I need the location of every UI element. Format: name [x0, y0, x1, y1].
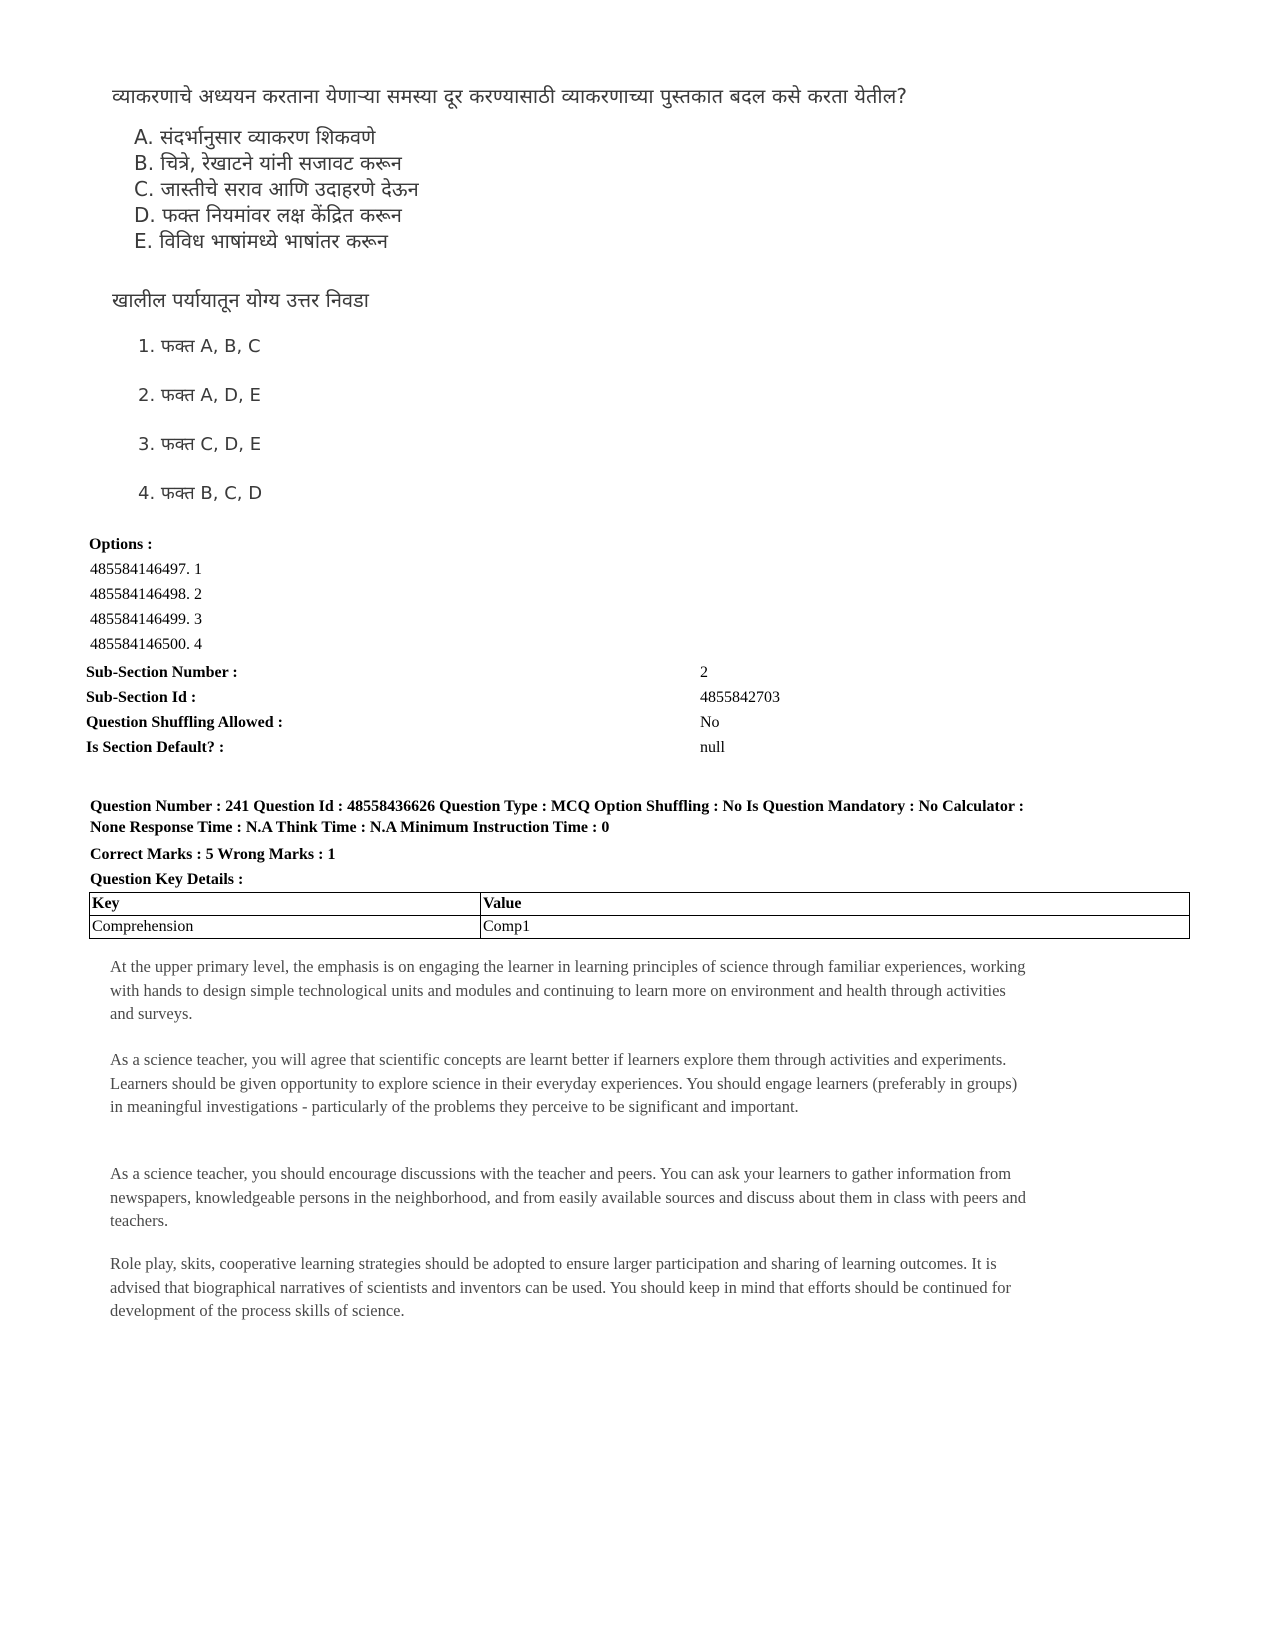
- table-header-row: [90, 893, 1190, 916]
- passage-text-3: As a science teacher, you should encourage discussions with the teacher and peers. You can ask your learners to gather information from newspapers, knowledgeable persons in the neighborhood, and from easily available sources and discuss about them in class with peers and teachers.: [110, 1164, 1026, 1230]
- passage-paragraph-1: [110, 955, 1030, 1026]
- question-shuffling-label: Question Shuffling Allowed :: [86, 714, 283, 731]
- question-key-table: [89, 892, 1190, 939]
- question-info: [90, 796, 1190, 838]
- table-cell-value: Comp1: [481, 916, 1190, 939]
- answer-choice-3: 3. फक्त C, D, E: [138, 434, 262, 455]
- subsection-id-value: 4855842703: [700, 689, 780, 706]
- section-default-value: null: [700, 739, 725, 756]
- answer-choice-1: 1. फक्त A, B, C: [138, 336, 261, 357]
- option-item-4: 485584146500. 4: [90, 636, 202, 653]
- answer-choice-2: 2. फक्त A, D, E: [138, 385, 261, 406]
- statement-a: A. संदर्भानुसार व्याकरण शिकवणे: [134, 125, 376, 149]
- passage-paragraph-2: [110, 1048, 1030, 1119]
- passage-text-4: Role play, skits, cooperative learning strategies should be adopted to ensure larger participation and sharing of learning outcomes. It is advised that biographical narratives of scientists and inventors can be used. You should keep in mind that efforts should be continued for development of the process skills of science.: [110, 1254, 1012, 1320]
- option-item-3: 485584146499. 3: [90, 611, 202, 628]
- table-header-value: Value: [481, 893, 1190, 916]
- question-info-line-2: None Response Time : N.A Think Time : N.A Minimum Instruction Time : 0: [90, 819, 610, 836]
- table-cell-key: Comprehension: [90, 916, 481, 939]
- passage-paragraph-4: [110, 1252, 1030, 1323]
- option-item-1: 485584146497. 1: [90, 561, 202, 578]
- table-header-key: Key: [90, 893, 481, 916]
- options-label: Options :: [89, 536, 153, 553]
- marks-line: Correct Marks : 5 Wrong Marks : 1: [90, 846, 336, 863]
- subsection-number-label: Sub-Section Number :: [86, 664, 238, 681]
- table-row: [90, 916, 1190, 939]
- statement-d: D. फक्त नियमांवर लक्ष केंद्रित करून: [134, 203, 402, 227]
- passage-paragraph-3: [110, 1162, 1030, 1233]
- subsection-number-value: 2: [700, 664, 708, 681]
- statement-b: B. चित्रे, रेखाटने यांनी सजावट करून: [134, 151, 402, 175]
- answer-choice-4: 4. फक्त B, C, D: [138, 483, 263, 504]
- passage-text-2: As a science teacher, you will agree that scientific concepts are learnt better if learners explore them through activities and experiments. Learners should be given opportunity to explore science in their everyday experiences. You should engage learners (preferably in groups) in meaningful investigations - particularly of the problems they perceive to be significant and important.: [110, 1050, 1018, 1116]
- question-info-line-1: Question Number : 241 Question Id : 48558436626 Question Type : MCQ Option Shuffling : No Is Question Mandatory : No Calculator :: [90, 798, 1024, 815]
- option-item-2: 485584146498. 2: [90, 586, 202, 603]
- key-details-label: Question Key Details :: [90, 871, 244, 888]
- question-stem: व्याकरणाचे अध्ययन करताना येणाऱ्या समस्या दूर करण्यासाठी व्याकरणाच्या पुस्तकात बदल कसे करता येतील?: [112, 84, 908, 108]
- section-default-label: Is Section Default? :: [86, 739, 225, 756]
- subsection-id-label: Sub-Section Id :: [86, 689, 197, 706]
- passage-text-1: At the upper primary level, the emphasis is on engaging the learner in learning principles of science through familiar experiences, working with hands to design simple technological units and modules and continuing to learn more on environment and health through activities and surveys.: [110, 957, 1026, 1023]
- question-shuffling-value: No: [700, 714, 720, 731]
- question-instruction: खालील पर्यायातून योग्य उत्तर निवडा: [112, 288, 369, 312]
- statement-c: C. जास्तीचे सराव आणि उदाहरणे देऊन: [134, 177, 419, 201]
- statement-e: E. विविध भाषांमध्ये भाषांतर करून: [134, 229, 388, 253]
